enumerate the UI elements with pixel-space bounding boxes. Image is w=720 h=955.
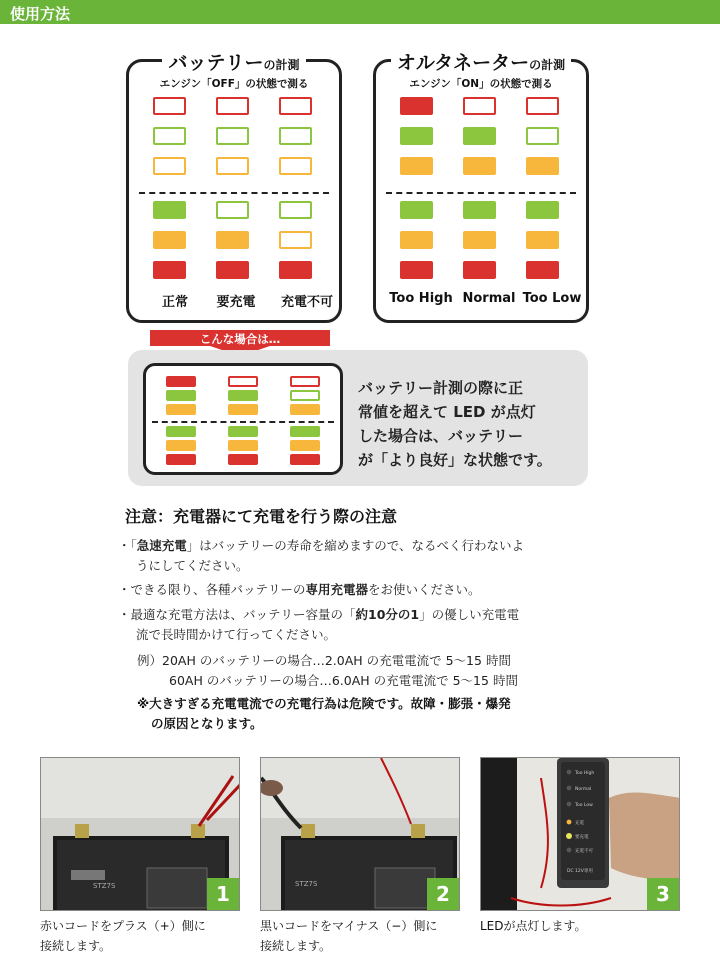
panel-divider — [139, 192, 329, 194]
led-indicator-green-on — [166, 426, 196, 437]
led-indicator-green-on — [400, 201, 433, 219]
led-indicator-red-on — [153, 261, 186, 279]
led-indicator-red-off — [526, 97, 559, 115]
caution-bullet-2: ・できる限り、各種バッテリーの専用充電器をお使いください。 — [118, 582, 481, 597]
tester-label-too-low: Too Low — [575, 803, 593, 808]
led-indicator-yellow-on — [400, 231, 433, 249]
led-indicator-green-off — [216, 127, 249, 145]
alternator-panel-title: オルタネーターの計測 — [391, 52, 571, 74]
led-indicator-green-off — [216, 201, 249, 219]
led-indicator-green-on — [228, 426, 258, 437]
led-indicator-yellow-off — [279, 157, 312, 175]
step-photo-1 — [40, 757, 240, 911]
section-header — [0, 0, 720, 24]
led-indicator-green-off — [153, 127, 186, 145]
caution-warning: ※大きすぎる充電電流での充電行為は危険です。故障・膨張・爆発 の原因となります。 — [137, 696, 511, 731]
led-indicator-yellow-on — [228, 440, 258, 451]
battery-model-label: STZ7S — [295, 880, 318, 888]
step-number-1: 1 — [207, 878, 239, 910]
tester-label-voltage: DC 12V専用 — [567, 869, 593, 874]
section-title: 使用方法 — [10, 5, 71, 23]
led-indicator-green-on — [526, 201, 559, 219]
step-caption-1: 赤いコードをプラス（+）側に 接続します。 — [40, 919, 206, 953]
led-indicator-red-on — [216, 261, 249, 279]
led-indicator-red-on — [228, 454, 258, 465]
step-photo-2 — [260, 757, 460, 911]
led-indicator-yellow-off — [279, 231, 312, 249]
led-indicator-green-on — [290, 426, 320, 437]
step-number-2: 2 — [427, 878, 459, 910]
led-indicator-yellow-on — [228, 404, 258, 415]
tester-label-too-high: Too High — [575, 771, 595, 776]
led-indicator-green-on — [463, 127, 496, 145]
led-indicator-green-on — [166, 390, 196, 401]
led-indicator-red-on — [400, 261, 433, 279]
led-indicator-red-on — [526, 261, 559, 279]
led-indicator-yellow-on — [463, 231, 496, 249]
led-indicator-red-on — [279, 261, 312, 279]
led-indicator-yellow-off — [153, 157, 186, 175]
label-too-low: Too Low — [522, 291, 582, 306]
case-note-text: バッテリー計測の際に正 常値を超えて LED が点灯 した場合は、バッテリー が「より良好」な状態です。 — [358, 379, 552, 469]
led-indicator-yellow-on — [290, 440, 320, 451]
led-indicator-red-off — [228, 376, 258, 387]
led-indicator-green-off — [279, 201, 312, 219]
caution-bullet-3: ・最適な充電方法は、バッテリー容量の「約10分の1」の優しい充電電 流で長時間かけて行ってください。 — [118, 607, 520, 642]
led-indicator-red-off — [290, 376, 320, 387]
label-normal-alt: Normal — [462, 291, 516, 306]
label-cannot-charge: 充電不可 — [280, 295, 333, 310]
led-indicator-yellow-on — [216, 231, 249, 249]
led-indicator-red-on — [166, 376, 196, 387]
step-caption-2: 黒いコードをマイナス（−）側に 接続します。 — [260, 919, 438, 953]
battery-panel-subtitle: エンジン「OFF」の状態で測る — [159, 78, 309, 90]
caution-title: 注意：充電器にて充電を行う際の注意 — [125, 507, 398, 526]
alternator-measure-panel — [373, 52, 589, 323]
led-indicator-red-off — [463, 97, 496, 115]
led-indicator-green-on — [228, 390, 258, 401]
led-indicator-yellow-on — [166, 440, 196, 451]
battery-measure-panel — [126, 52, 342, 323]
label-too-high: Too High — [389, 291, 453, 306]
tester-label-normal: Normal — [575, 787, 592, 792]
led-indicator-yellow-on — [166, 404, 196, 415]
battery-model-label: STZ7S — [93, 882, 116, 890]
led-indicator-yellow-on — [526, 157, 559, 175]
led-indicator-green-off — [526, 127, 559, 145]
label-needs-charge: 要充電 — [216, 295, 256, 310]
led-indicator-red-on — [463, 261, 496, 279]
led-indicator-yellow-on — [526, 231, 559, 249]
tester-label-charge: 充電 — [575, 821, 584, 826]
led-indicator-green-on — [400, 127, 433, 145]
led-indicator-yellow-on — [463, 157, 496, 175]
tester-label-needs-charge: 要充電 — [575, 835, 589, 840]
led-indicator-green-on — [463, 201, 496, 219]
led-indicator-yellow-on — [290, 404, 320, 415]
led-indicator-red-off — [279, 97, 312, 115]
alternator-panel-subtitle: エンジン「ON」の状態で測る — [409, 78, 553, 90]
step-photo-3 — [480, 757, 680, 911]
caution-bullet-1: ・「急速充電」はバッテリーの寿命を縮めますので、なるべく行わないよ うにしてください。 — [118, 538, 525, 573]
caution-example: 例）20AH のバッテリーの場合…2.0AH の充電電流で 5〜15 時間 60AH のバッテリーの場合…6.0AH の充電電流で 5〜15 時間 — [137, 653, 518, 688]
led-indicator-yellow-off — [216, 157, 249, 175]
label-normal: 正常 — [161, 295, 188, 310]
step-number-3: 3 — [647, 878, 679, 910]
led-indicator-green-on — [153, 201, 186, 219]
led-indicator-red-on — [166, 454, 196, 465]
panel-divider — [152, 421, 334, 423]
led-indicator-red-off — [153, 97, 186, 115]
panel-divider — [386, 192, 576, 194]
led-indicator-yellow-on — [400, 157, 433, 175]
led-indicator-green-off — [290, 390, 320, 401]
case-led-box — [143, 363, 343, 475]
case-arrow-label: こんな場合は… — [199, 332, 281, 346]
tester-label-cannot-charge: 充電不可 — [575, 849, 593, 854]
led-indicator-red-on — [400, 97, 433, 115]
led-indicator-red-on — [290, 454, 320, 465]
step-caption-3: LEDが点灯します。 — [480, 919, 587, 933]
led-indicator-green-off — [279, 127, 312, 145]
led-indicator-yellow-on — [153, 231, 186, 249]
battery-panel-title: バッテリーの計測 — [162, 52, 305, 74]
led-indicator-red-off — [216, 97, 249, 115]
